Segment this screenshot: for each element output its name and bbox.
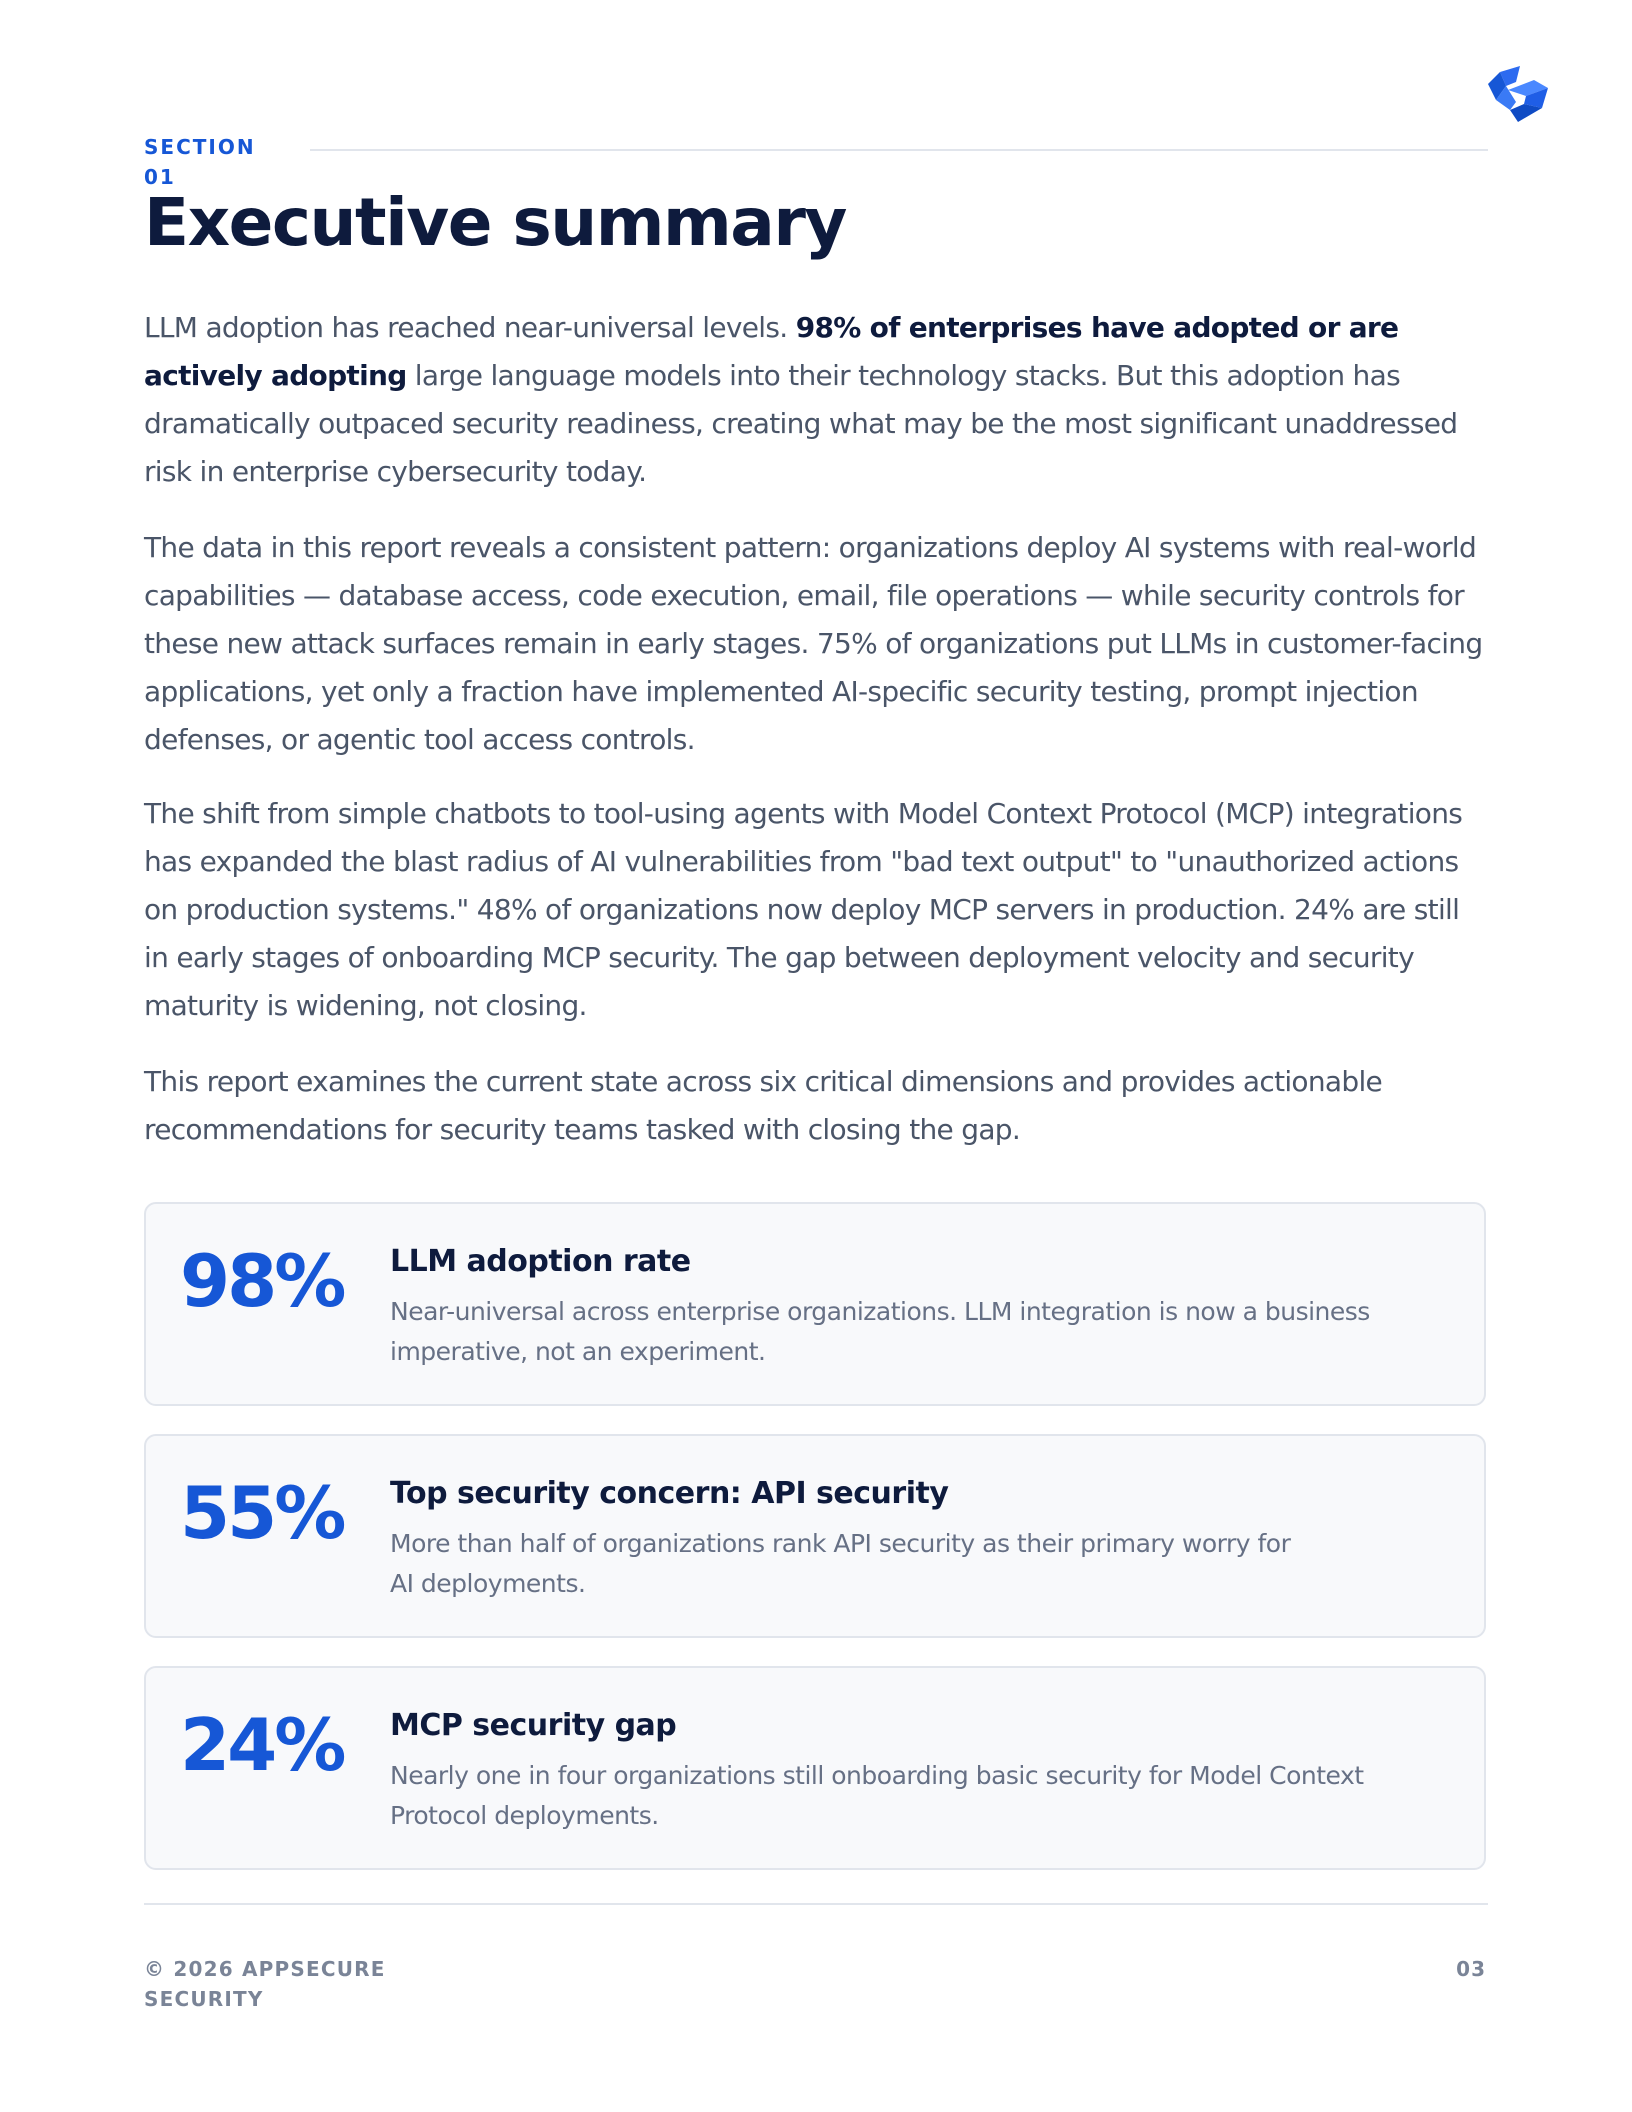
stat-title: LLM adoption rate [390,1244,691,1279]
stat-description: Nearly one in four organizations still onboarding basic security for Model Context Protocol deployments. [390,1761,1364,1830]
footer-divider [144,1903,1488,1905]
findings-paragraph: The data in this report reveals a consistent pattern: organizations deploy AI systems with real-world capabilities — database access, code execution, email, file operations — while security controls for these new attack surfaces remain in early stages. 75% of organizations put LLMs in customer-facing applications, yet only a fraction have implemented AI-specific security testing, prompt injection defenses, or agentic tool access controls. [144,531,1483,756]
stat-description: Near-universal across enterprise organizations. LLM integration is now a business imperative, not an experiment. [390,1297,1370,1366]
stat-card-adoption [144,1202,1486,1406]
stat-value: 55% [180,1471,344,1555]
footer-copyright [144,1954,404,2014]
page-number: 03 [1456,1957,1486,1981]
mcp-paragraph: The shift from simple chatbots to tool-using agents with Model Context Protocol (MCP) integrations has expanded the blast radius of AI vulnerabilities from "bad text output" to "unauthorized actions on production systems." 48% of organizations now deploy MCP servers in production. 24% are still in early stages of onboarding MCP security. The gap between deployment velocity and security maturity is widening, not closing. [144,797,1463,1022]
footer-copyright-line2: SECURITY [144,1987,264,2011]
stat-description: More than half of organizations rank API security as their primary worry for AI deployments. [390,1529,1291,1598]
section-number: 01 [144,165,176,189]
intro-rest: large language models into their technology stacks. But this adoption has dramatically outpaced security readiness, creating what may be the most significant unaddressed risk in enterprise cybersecurity today. [144,359,1458,488]
stat-title: Top security concern: API security [390,1476,949,1511]
stat-card-mcp-gap [144,1666,1486,1870]
intro-highlight: 98% of enterprises have adopted or are actively adopting [144,311,1399,392]
stat-value: 98% [180,1239,344,1323]
footer-copyright-line1: © 2026 APPSECURE [144,1957,386,1981]
scope-paragraph: This report examines the current state across six critical dimensions and provides actionable recommendations for security teams tasked with closing the gap. [144,1065,1383,1146]
intro-paragraph [144,304,1490,496]
intro-lead: LLM adoption has reached near-universal levels. [144,311,796,344]
header-divider [310,149,1488,151]
appsecure-logo-icon [1486,66,1552,126]
page-title: Executive summary [144,184,846,261]
stat-card-api-security [144,1434,1486,1638]
stat-value: 24% [180,1703,344,1787]
stat-title: MCP security gap [390,1708,677,1743]
section-label-line1: SECTION [144,135,256,159]
